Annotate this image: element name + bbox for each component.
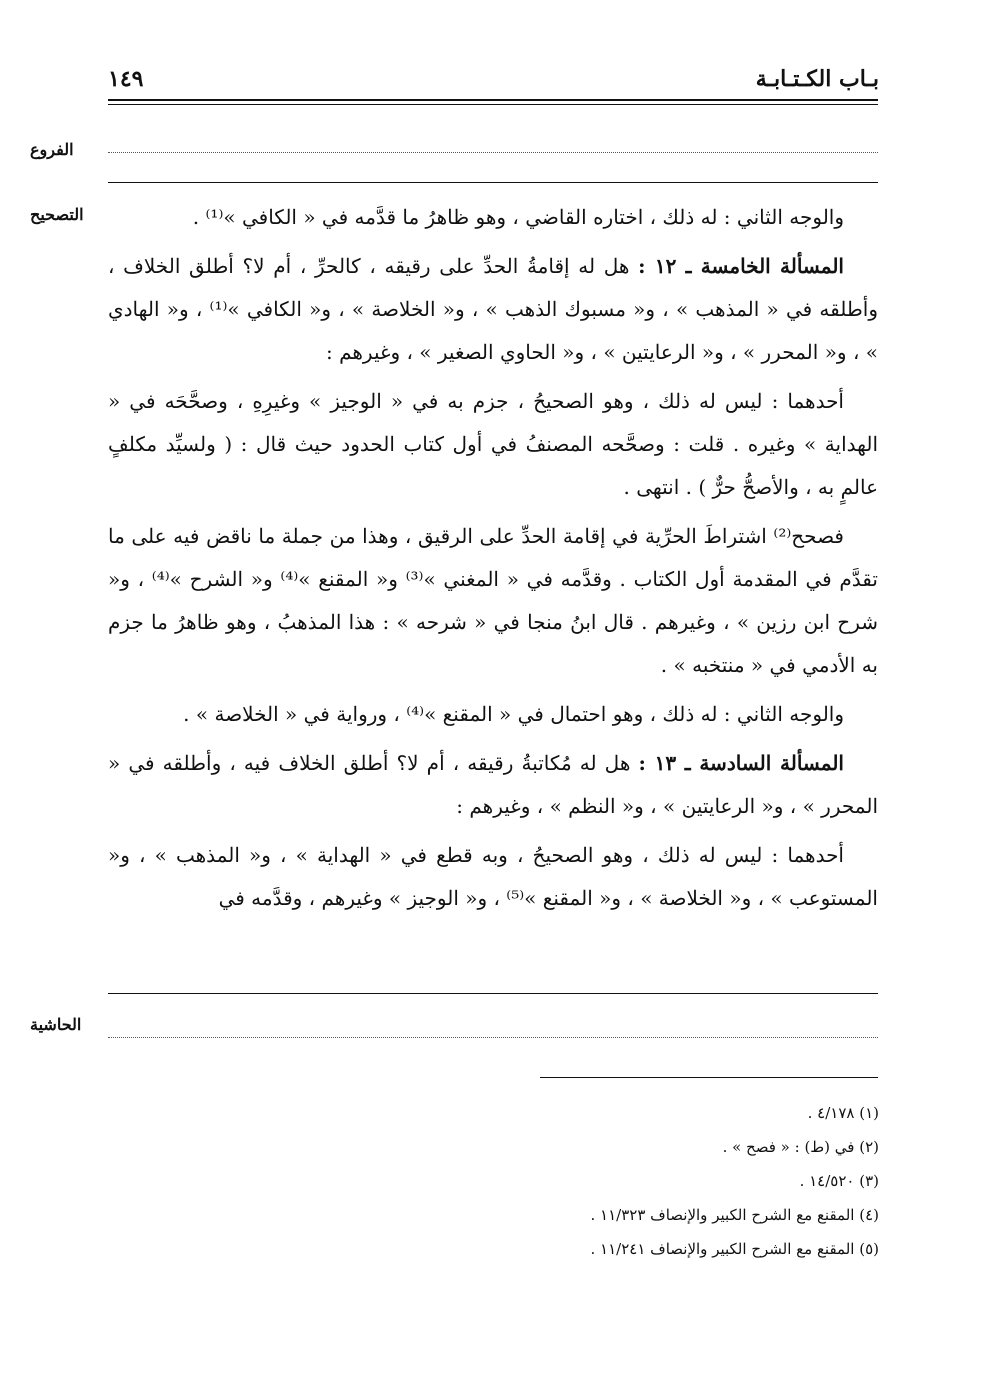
- chapter-title: بـاب الكـتـابـة: [755, 66, 879, 92]
- paragraph: أحدهما : ليس له ذلك ، وهو الصحيحُ ، جزم به في « الوجيز » وغيرِهِ ، وصحَّحَه في « الهداية » وغيره . قلت : وصحَّحه المصنفُ في أول كتاب الحدود حيث قال : ( ولسيِّد مكلفٍ عالمٍ به ، والأصحُّ حرٌّ ) . انتهى .: [108, 389, 878, 499]
- furu-dotted-line: [108, 152, 878, 153]
- footnote-rule: [540, 1077, 878, 1078]
- header-rule: [108, 99, 878, 101]
- section-label-hashiya: الحاشية: [30, 1015, 82, 1034]
- footnote: (٢) في (ط) : « فصح » .: [722, 1138, 879, 1156]
- footnote: (٣) ١٤/٥٢٠ .: [799, 1172, 879, 1190]
- tashih-body: [108, 196, 878, 926]
- issue-heading: المسألة الخامسة ـ ١٢ :: [638, 254, 844, 278]
- section-divider: [108, 182, 878, 183]
- paragraph: [108, 245, 878, 374]
- footnote: (١) ٤/١٧٨ .: [807, 1104, 879, 1122]
- paragraph: فصحح⁽²⁾ اشتراطَ الحرِّية في إقامة الحدِّ على الرقيق ، وهذا من جملة ما ناقض فيه على ما تقدَّم في المقدمة أول الكتاب . وقدَّمه في « المغني »⁽³⁾ و« المقنع »⁽⁴⁾ و« الشرح »⁽⁴⁾ ، و« شرح ابن رزين » ، وغيرهم . قال ابنُ منجا في « شرحه » : هذا المذهبُ ، وهو ظاهرُ ما جزم به الأدمي في « منتخبه » .: [108, 524, 878, 677]
- footnote: (٥) المقنع مع الشرح الكبير والإنصاف ١١/٢٤١ .: [590, 1240, 879, 1258]
- paragraph: والوجه الثاني : له ذلك ، اختاره القاضي ، وهو ظاهرُ ما قدَّمه في « الكافي »⁽¹⁾ .: [192, 205, 844, 229]
- hashiya-dotted-line: [108, 1037, 878, 1038]
- paragraph: [108, 742, 878, 828]
- footnote: (٤) المقنع مع الشرح الكبير والإنصاف ١١/٣٢٣ .: [590, 1206, 879, 1224]
- paragraph: والوجه الثاني : له ذلك ، وهو احتمال في « المقنع »⁽⁴⁾ ، ورواية في « الخلاصة » .: [183, 702, 844, 726]
- header-rule-thin: [108, 104, 878, 105]
- paragraph-text: هل له إقامةُ الحدِّ على رقيقه ، كالحرِّ ، أم لا؟ أطلق الخلاف ، وأطلقه في « المذهب » ، و« مسبوك الذهب » ، و« الخلاصة » ، و« الكافي »⁽¹⁾ ، و« الهادي » ، و« المحرر » ، و« الرعايتين » ، و« الحاوي الصغير » ، وغيرهم :: [108, 254, 879, 364]
- paragraph: أحدهما : ليس له ذلك ، وهو الصحيحُ ، وبه قطع في « الهداية » ، و« المذهب » ، و« المستوعب » ، و« الخلاصة » ، و« المقنع »⁽⁵⁾ ، و« الوجيز » وغيرهم ، وقدَّمه في: [108, 843, 878, 910]
- section-divider: [108, 993, 878, 994]
- section-label-furu: الفروع: [30, 140, 74, 159]
- section-label-tashih: التصحيح: [30, 205, 84, 224]
- paragraph-text: هل له مُكاتبةُ رقيقه ، أم لا؟ أطلق الخلاف فيه ، وأطلقه في « المحرر » ، و« الرعايتين » ، و« النظم » ، وغيرهم :: [108, 751, 878, 818]
- page-number: ١٤٩: [108, 66, 144, 92]
- footnotes: [109, 1096, 879, 1266]
- issue-heading: المسألة السادسة ـ ١٣ :: [638, 751, 844, 775]
